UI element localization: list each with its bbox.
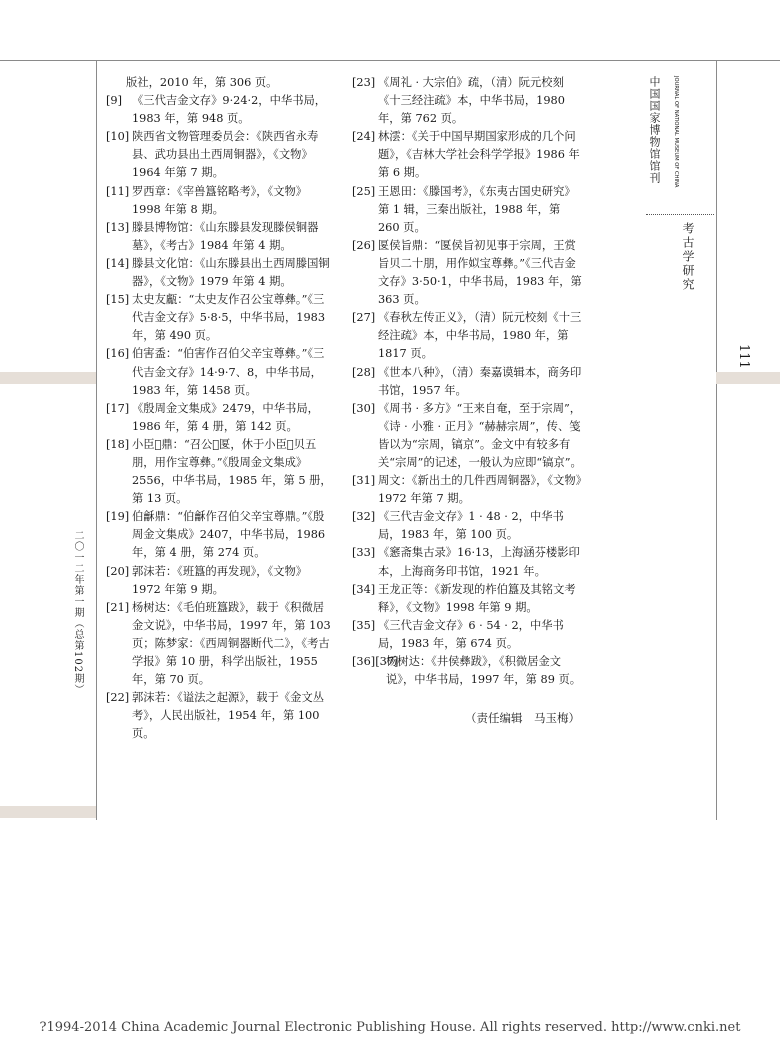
reference-number: [14]	[106, 256, 130, 270]
reference-text: 版社，2010 年，第 306 页。	[126, 76, 278, 89]
reference-item	[106, 255, 334, 291]
journal-title-en: JOURNAL OF NATIONAL MUSEUM OF CHINA	[673, 76, 679, 188]
left-margin-rule	[96, 60, 97, 820]
reference-number: [16]	[106, 347, 130, 361]
dotted-divider	[646, 214, 714, 215]
reference-number: [30]	[352, 401, 376, 415]
reference-number: [17]	[106, 401, 130, 415]
reference-item	[352, 472, 582, 508]
reference-number: [33]	[352, 546, 376, 560]
responsible-editor: （责任编辑 马玉梅）	[465, 711, 580, 725]
reference-text: 太史友甗：“太史友作召公宝尊彝。”《三代吉金文存》5·8·5，中华书局，1983 年，第 490 页。	[132, 293, 326, 343]
reference-number: [20]	[106, 564, 130, 578]
reference-item	[106, 436, 334, 508]
reference-item	[106, 345, 334, 399]
reference-text: 林澐：《关于中国早期国家形成的几个问题》，《吉林大学社会科学学报》1986 年第 6 期。	[378, 130, 580, 180]
reference-number: [27]	[352, 311, 376, 325]
reference-item	[106, 92, 334, 128]
reference-text: 《世本八种》，（清）秦嘉谟辑本，商务印书馆，1957 年。	[378, 365, 582, 397]
left-band-top	[0, 372, 96, 384]
reference-number: [32]	[352, 510, 376, 524]
reference-item	[106, 689, 334, 743]
reference-number: [21]	[106, 600, 130, 614]
reference-text: 伯龢鼎：“伯龢作召伯父辛宝尊鼎。”《殷周金文集成》2407，中华书局，1986 年，第 4 册，第 274 页。	[132, 510, 326, 560]
reference-text: 《三代吉金文存》6 · 54 · 2，中华书局，1983 年，第 674 页。	[378, 618, 564, 650]
reference-number: [36][37]	[352, 655, 399, 668]
reference-text: 《春秋左传正义》，（清）阮元校刻《十三经注疏》本，中华书局，1980 年，第 1817 页。	[378, 311, 582, 361]
reference-text: 《窸斋集古录》16·13，上海涵芬楼影印本，上海商务印书馆，1921 年。	[378, 546, 580, 578]
reference-text: 罗西章：《宰兽簋铭略考》，《文物》1998 年第 8 期。	[132, 184, 308, 216]
reference-text: 滕县博物馆：《山东滕县发现滕侯铜器墓》，《考古》1984 年第 4 期。	[132, 220, 319, 252]
reference-item	[106, 400, 334, 436]
reference-number: [13]	[106, 220, 130, 234]
reference-item	[106, 183, 334, 219]
reference-item	[352, 309, 582, 363]
reference-item	[352, 581, 582, 617]
reference-item	[352, 400, 582, 472]
reference-text: 《三代吉金文存》9·24·2，中华书局，1983 年，第 948 页。	[132, 94, 327, 126]
reference-number: [10]	[106, 130, 130, 144]
right-margin-rule	[716, 60, 717, 820]
reference-number: [23]	[352, 76, 376, 89]
reference-item	[106, 74, 334, 92]
reference-text: 杨树达：《毛伯班簋跋》，载于《积微居金文说》，中华书局，1997 年，第 103 页；陈梦家：《西周铜器断代二》，《考古学报》第 10 册，科学出版社，1955 年，第 70 页。	[132, 600, 331, 687]
reference-number: [18]	[106, 437, 130, 451]
reference-text: 匽侯旨鼎：“匽侯旨初见事于宗周，王赏旨贝二十朋，用作姒宝尊彝。”《三代吉金文存》3·50·1，中华书局，1983 年，第 363 页。	[378, 238, 582, 307]
reference-item	[106, 128, 334, 182]
reference-number: [31]	[352, 474, 376, 488]
reference-text: 伯害盉：“伯害作召伯父辛宝尊彝。”《三代吉金文存》14·9·7、8，中华书局，1983 年，第 1458 页。	[132, 347, 325, 397]
reference-number: [15]	[106, 293, 130, 307]
reference-number: [28]	[352, 365, 376, 379]
header-rule	[0, 60, 780, 61]
reference-text: 郭沫若：《谥法之起源》，载于《金文丛考》，人民出版社，1954 年，第 100 页。	[132, 691, 325, 741]
reference-item	[352, 74, 582, 128]
reference-text: 《殷周金文集成》2479，中华书局，1986 年，第 4 册，第 142 页。	[132, 401, 319, 433]
reference-item	[352, 544, 582, 580]
right-reference-column	[352, 74, 582, 689]
reference-number: [25]	[352, 184, 376, 198]
reference-text: 陕西省文物管理委员会：《陕西省永寿县、武功县出土西周铜器》，《文物》1964 年第 7 期。	[132, 130, 319, 180]
reference-number: [11]	[106, 184, 130, 198]
reference-item	[352, 237, 582, 309]
reference-text: 《周礼 · 大宗伯》疏，（清）阮元校刻《十三经注疏》本，中华书局，1980 年，第 762 页。	[378, 76, 565, 126]
reference-item	[352, 508, 582, 544]
reference-item	[106, 508, 334, 562]
reference-text: 王恩田：《滕国考》，《东夷古国史研究》第 1 辑，三秦出版社，1988 年，第 260 页。	[378, 184, 576, 234]
issue-info: 二〇一二年第一期（总第102期）	[72, 530, 83, 696]
reference-item	[106, 599, 334, 689]
reference-item	[106, 291, 334, 345]
reference-number: [34]	[352, 582, 376, 596]
right-band	[716, 372, 780, 384]
left-reference-column	[106, 74, 334, 743]
reference-item	[352, 183, 582, 237]
journal-title-cn: 中国国家博物馆馆刊	[648, 76, 661, 184]
reference-text: 小臣𬍓鼎：“召公𡉚匽，休于小臣𬍓贝五朋，用作宝尊彝。”《殷周金文集成》2556，中华书局，1985 年，第 5 册，第 13 页。	[132, 437, 332, 506]
left-band-bottom	[0, 806, 96, 818]
reference-text: 郭沫若：《班簋的再发现》，《文物》1972 年第 9 期。	[132, 564, 308, 596]
reference-text: 杨树达：《井侯彝跋》，《积微居金文说》，中华书局，1997 年，第 89 页。	[386, 655, 582, 687]
reference-number: [24]	[352, 130, 376, 144]
reference-number: [22]	[106, 691, 130, 705]
reference-text: 《周书 · 多方》“王来自奄，至于宗周”，《诗 · 小雅 · 正月》“赫赫宗周”，传、笺皆以为“宗周，镐京”。金文中有较多有关“宗周”的记述，一般认为应即“镐京”。	[378, 401, 582, 469]
reference-text: 王龙正等：《新发现的柞伯簋及其铭文考释》，《文物》1998 年第 9 期。	[378, 582, 576, 614]
page-number: 111	[736, 344, 751, 369]
reference-text: 周文：《新出土的几件西周铜器》，《文物》1972 年第 7 期。	[378, 474, 582, 506]
reference-item	[352, 653, 582, 689]
reference-item	[106, 563, 334, 599]
reference-item	[352, 128, 582, 182]
reference-text: 《三代吉金文存》1 · 48 · 2，中华书局，1983 年，第 100 页。	[378, 510, 564, 542]
reference-item	[352, 364, 582, 400]
reference-number: [9]	[106, 94, 123, 108]
reference-number: [26]	[352, 238, 376, 252]
reference-number: [35]	[352, 618, 376, 632]
copyright-footer: ?1994-2014 China Academic Journal Electronic Publishing House. All rights reserved. http://www.cnki.net	[39, 1020, 741, 1035]
reference-text: 滕县文化馆：《山东滕县出土西周滕国铜器》，《文物》1979 年第 4 期。	[132, 256, 330, 289]
reference-item	[352, 617, 582, 653]
section-title: 考古学研究	[681, 222, 695, 292]
reference-item	[106, 219, 334, 255]
reference-number: [19]	[106, 510, 130, 524]
